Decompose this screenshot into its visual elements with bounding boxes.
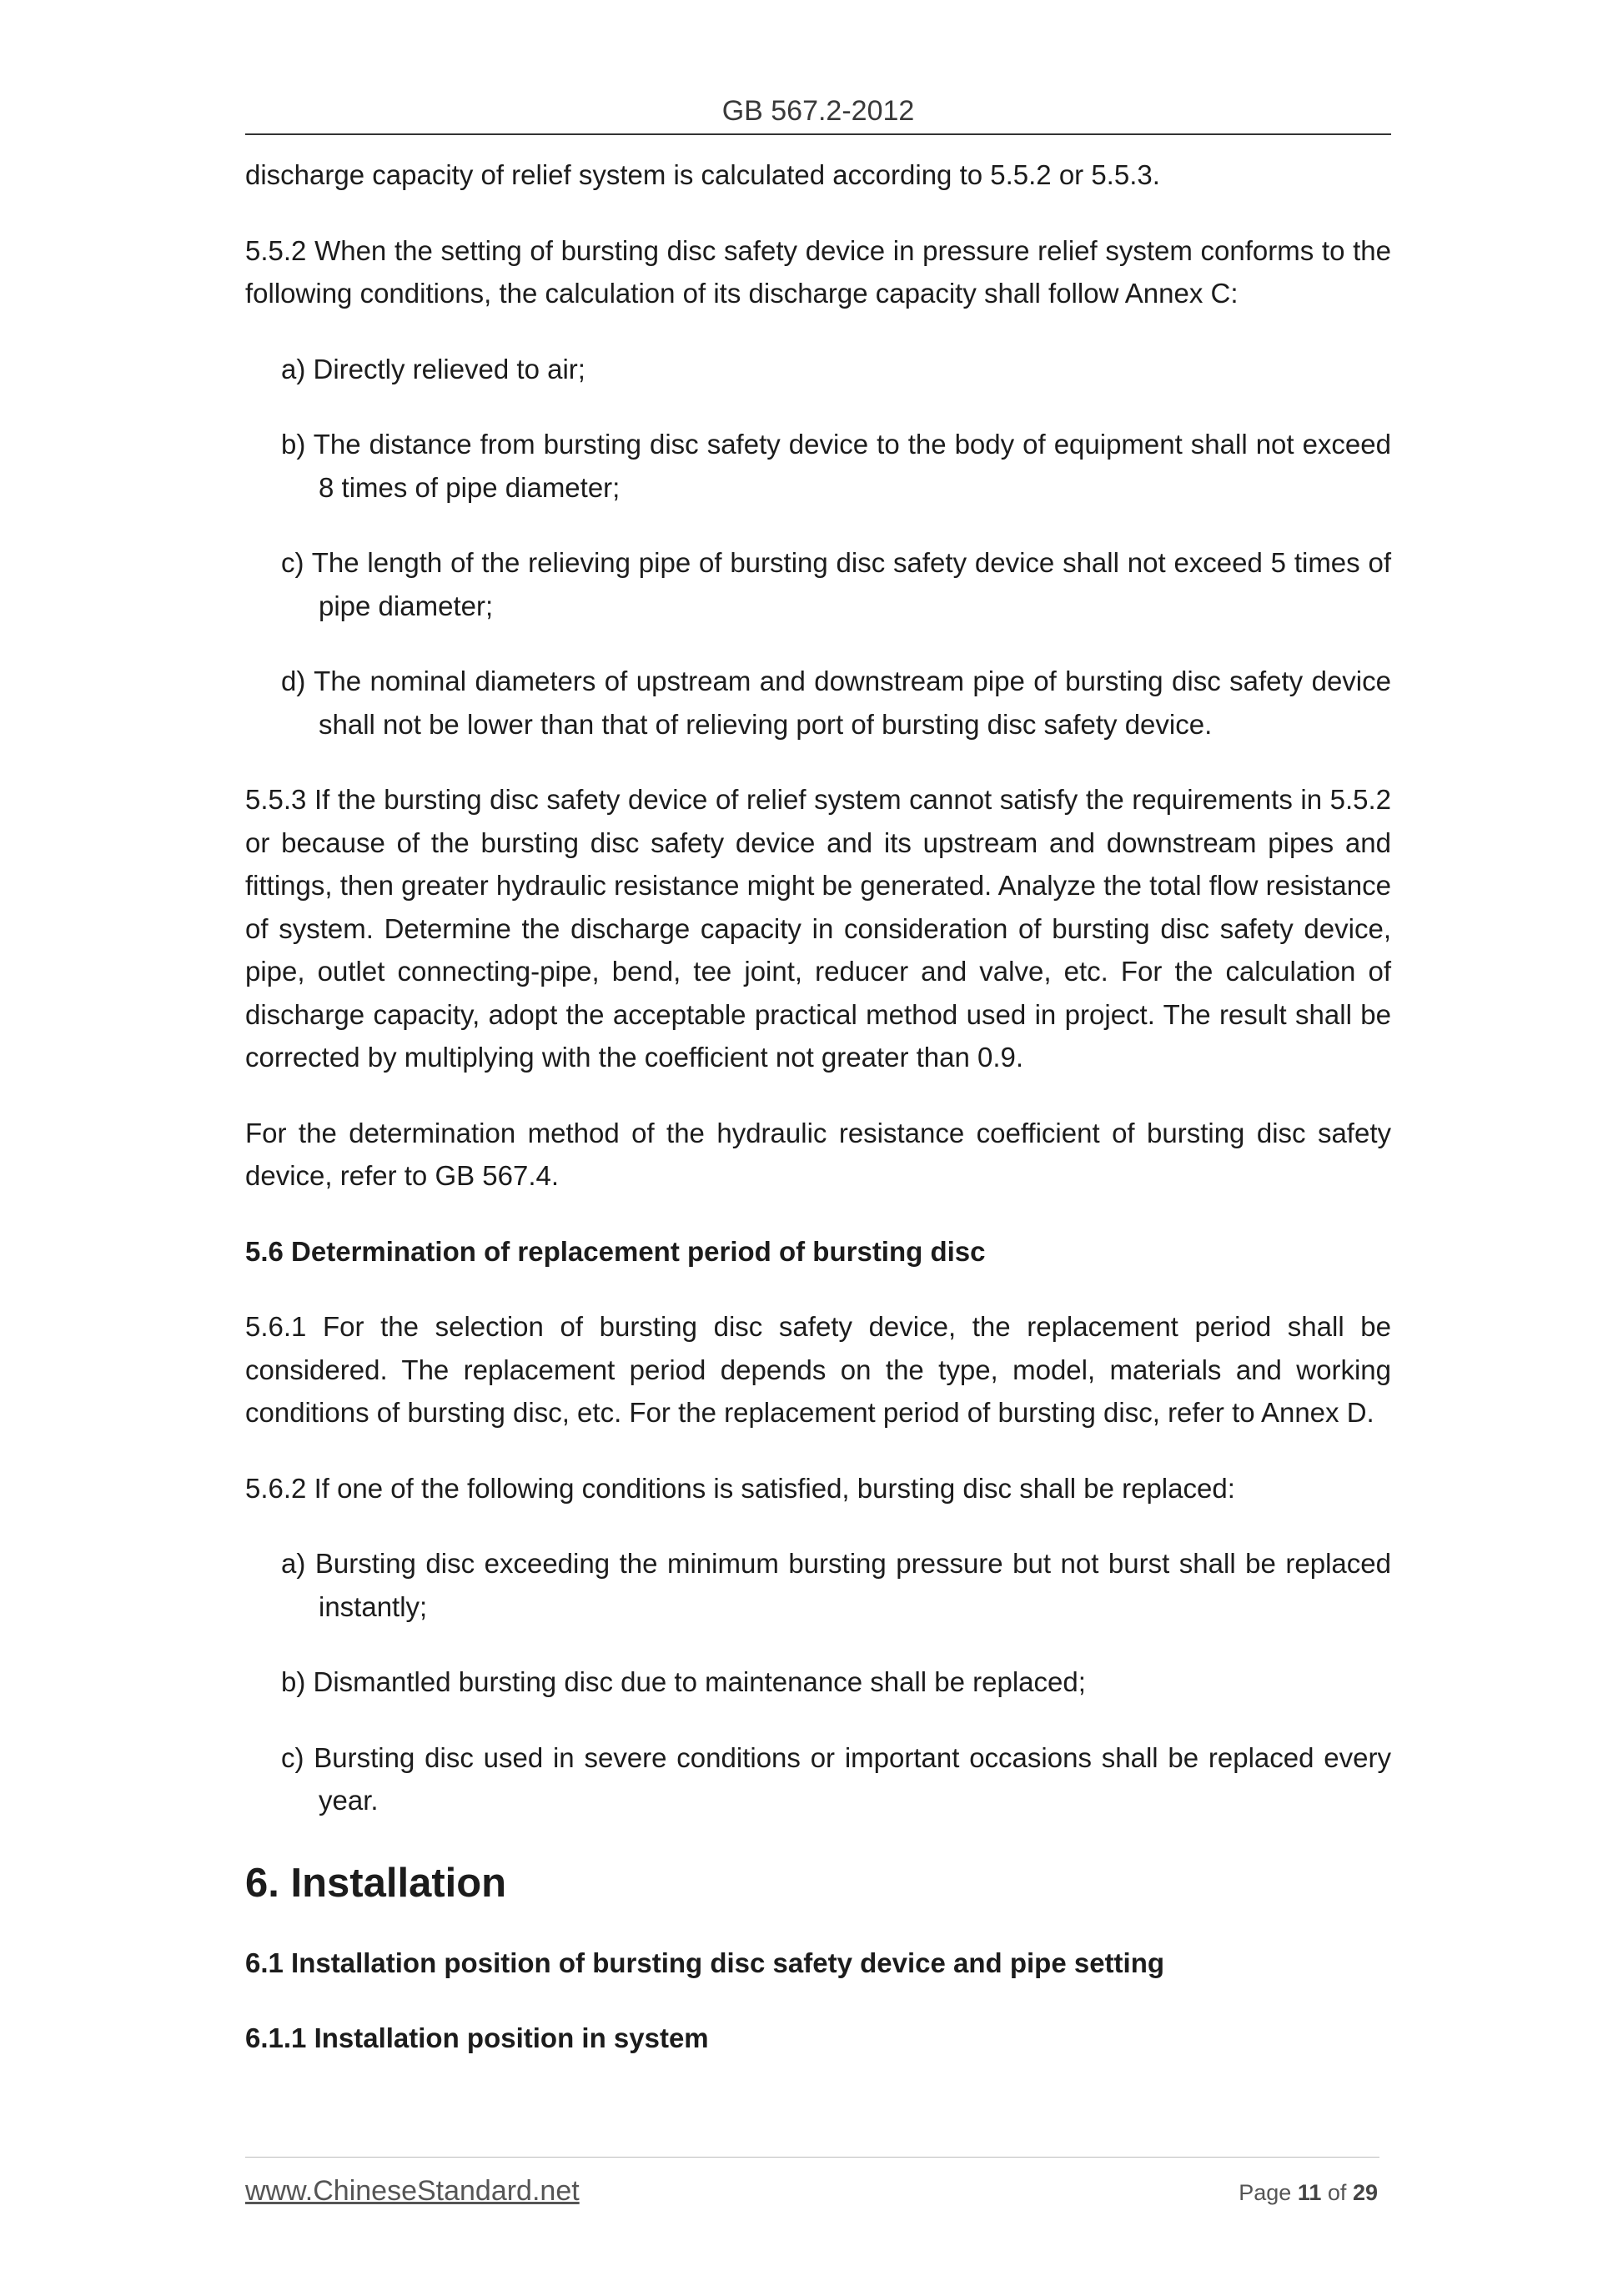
document-header-title: GB 567.2-2012 xyxy=(721,95,915,127)
document-body xyxy=(245,153,1391,2093)
paragraph-intro: discharge capacity of relief system is calculated according to 5.5.2 or 5.5.3. xyxy=(245,159,1160,190)
list-item-5-6-2-c: c) Bursting disc used in severe conditions or important occasions shall be replaced every year. xyxy=(281,1741,1391,1816)
paragraph-5-6-2: 5.6.2 If one of the following conditions is satisfied, bursting disc shall be replaced: xyxy=(245,1472,1235,1504)
section-heading-6-1-1: 6.1.1 Installation position in system xyxy=(245,2022,709,2053)
section-heading-6-1: 6.1 Installation position of bursting disc safety device and pipe setting xyxy=(245,1947,1165,1978)
paragraph-5-5-3: 5.5.3 If the bursting disc safety device of relief system cannot satisfy the requirements in 5.5.2 or because of the bursting disc safety device and its upstream and downstream pipes and fittings, then greater hydraulic resistance might be generated. Analyze the total flow resistance of system. Determine the discharge capacity in consideration of bursting disc safety device, pipe, outlet connecting-pipe, bend, tee joint, reducer and valve, etc. For the calculation of discharge capacity, adopt the acceptable practical method used in project. The result shall be corrected by multiplying with the coefficient not greater than 0.9. xyxy=(245,784,1391,1073)
page-current: 11 xyxy=(1297,2180,1322,2205)
page-number xyxy=(1239,2180,1378,2206)
list-item-5-5-2-d: d) The nominal diameters of upstream and downstream pipe of bursting disc safety device shall not be lower than that of relieving port of bursting disc safety device. xyxy=(281,666,1391,740)
section-heading-5-6: 5.6 Determination of replacement period of bursting disc xyxy=(245,1235,986,1267)
header-divider xyxy=(245,133,1391,135)
list-item-5-5-2-b: b) The distance from bursting disc safety device to the body of equipment shall not exceed 8 times of pipe diameter; xyxy=(281,429,1391,503)
footer-divider xyxy=(245,2157,1379,2158)
list-item-5-5-2-c: c) The length of the relieving pipe of bursting disc safety device shall not exceed 5 times of pipe diameter; xyxy=(281,547,1391,621)
paragraph-5-6-1: 5.6.1 For the selection of bursting disc safety device, the replacement period shall be considered. The replacement period depends on the type, model, materials and working conditions of bursting disc, etc. For the replacement period of bursting disc, refer to Annex D. xyxy=(245,1311,1391,1428)
list-item-5-6-2-b: b) Dismantled bursting disc due to maintenance shall be replaced; xyxy=(281,1666,1086,1697)
list-item-5-6-2-a: a) Bursting disc exceeding the minimum bursting pressure but not burst shall be replaced instantly; xyxy=(281,1548,1391,1622)
page-total: 29 xyxy=(1352,2180,1378,2205)
page-label: Page xyxy=(1239,2180,1292,2205)
paragraph-5-5-2: 5.5.2 When the setting of bursting disc safety device in pressure relief system conforms to the following conditions, the calculation of its discharge capacity shall follow Annex C: xyxy=(245,234,1391,309)
website-link[interactable]: www.ChineseStandard.net xyxy=(245,2175,580,2207)
chapter-heading-6: 6. Installation xyxy=(245,1860,507,1906)
paragraph-hydraulic-resistance: For the determination method of the hydraulic resistance coefficient of bursting disc safety device, refer to GB 567.4. xyxy=(245,1117,1391,1191)
page-of-label: of xyxy=(1327,2180,1347,2205)
list-item-5-5-2-a: a) Directly relieved to air; xyxy=(281,353,585,384)
